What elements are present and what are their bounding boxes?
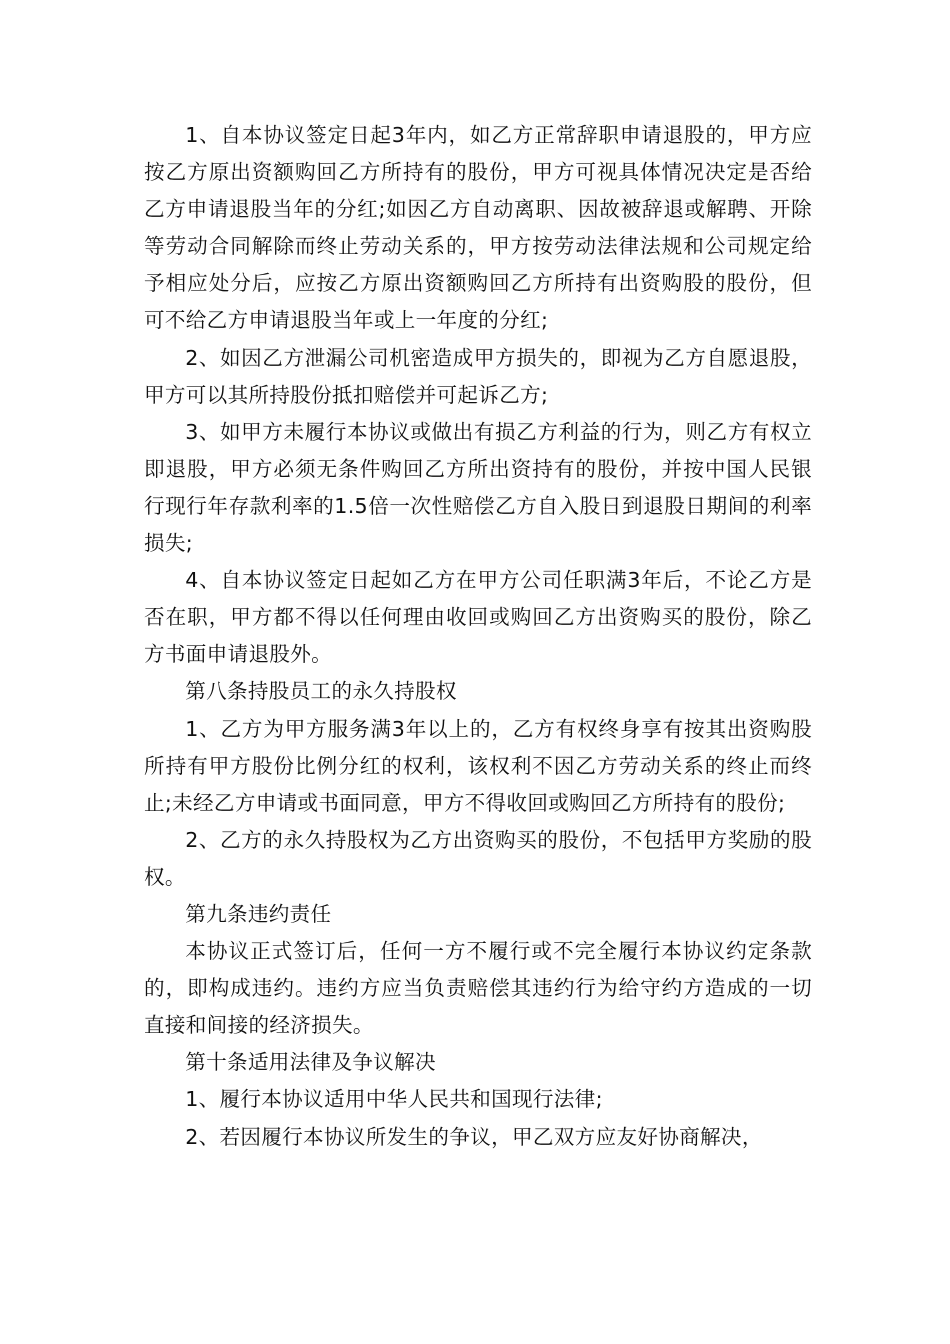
paragraph-clause-8-item-2: 2、乙方的永久持股权为乙方出资购买的股份，不包括甲方奖励的股权。: [144, 827, 812, 889]
heading-clause-9: 第九条违约责任: [185, 901, 332, 926]
heading-clause-10: 第十条适用法律及争议解决: [185, 1050, 436, 1075]
paragraph-clause-9-body: 本协议正式签订后，任何一方不履行或不完全履行本协议约定条款的，即构成违约。违约方应当负责赔偿其违约行为给守约方造成的一切直接和间接的经济损失。: [144, 939, 812, 1038]
paragraph-clause-8-item-1: 1、乙方为甲方服务满3年以上的，乙方有权终身享有按其出资购股所持有甲方股份比例分红的权利，该权利不因乙方劳动关系的终止而终止;未经乙方申请或书面同意，甲方不得收回或购回乙方所持有的股份;: [144, 716, 812, 815]
paragraph-clause-7-item-3: 3、如甲方未履行本协议或做出有损乙方利益的行为，则乙方有权立即退股，甲方必须无条件购回乙方所出资持有的股份，并按中国人民银行现行年存款利率的1.5倍一次性赔偿乙方自入股日到退股日期间的利率损失;: [144, 419, 812, 556]
document-body: [144, 117, 812, 1156]
heading-clause-8: 第八条持股员工的永久持股权: [185, 679, 457, 704]
paragraph-clause-7-item-4: 4、自本协议签定日起如乙方在甲方公司任职满3年后，不论乙方是否在职，甲方都不得以任何理由收回或购回乙方出资购买的股份，除乙方书面申请退股外。: [144, 568, 812, 667]
paragraph-clause-7-item-2: 2、如因乙方泄漏公司机密造成甲方损失的，即视为乙方自愿退股，甲方可以其所持股份抵扣赔偿并可起诉乙方;: [144, 345, 812, 407]
paragraph-clause-10-item-2: 2、若因履行本协议所发生的争议，甲乙双方应友好协商解决，: [185, 1124, 763, 1149]
paragraph-clause-7-item-1: 1、自本协议签定日起3年内，如乙方正常辞职申请退股的，甲方应按乙方原出资额购回乙方所持有的股份，甲方可视具体情况决定是否给乙方申请退股当年的分红;如因乙方自动离职、因故被辞退或解聘、开除等劳动合同解除而终止劳动关系的，甲方按劳动法律法规和公司规定给予相应处分后，应按乙方原出资额购回乙方所持有出资购股的股份，但可不给乙方申请退股当年或上一年度的分红;: [144, 123, 812, 333]
paragraph-clause-10-item-1: 1、履行本协议适用中华人民共和国现行法律;: [185, 1087, 603, 1112]
